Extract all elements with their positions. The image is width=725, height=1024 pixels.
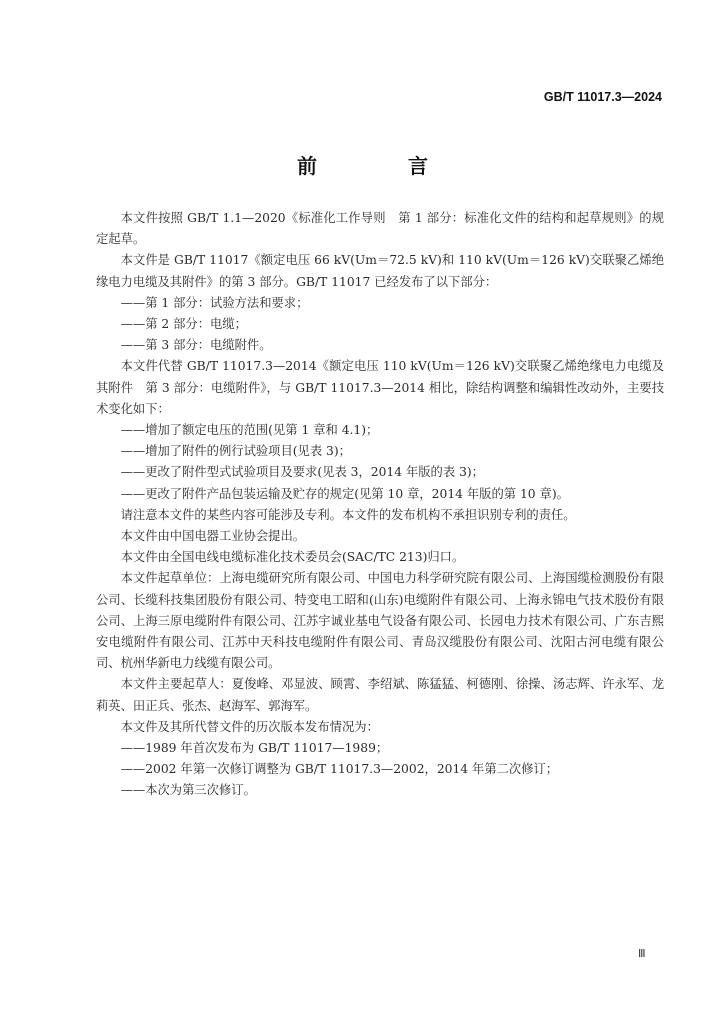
paragraph: 请注意本文件的某些内容可能涉及专利。本文件的发布机构不承担识别专利的责任。 xyxy=(120,507,576,522)
paragraph: 本文件起草单位：上海电缆研究所有限公司、中国电力科学研究院有限公司、上海国缆检测股份有限公司、长缆科技集团股份有限公司、特变电工昭和(山东)电缆附件有限公司、上海永锦电气技术股份有限公司、上海三原电缆附件有限公司、江苏宇诚业基电气设备有限公司、长园电力技术有限公司、广东吉熙安电缆附件有限公司、江苏中天科技电缆附件有限公司、青岛汉缆股份有限公司、沈阳古河电缆有限公司、杭州华新电力线缆有限公司。 xyxy=(96,571,664,671)
list-item: ——增加了额定电压的范围(见第 1 章和 4.1)； xyxy=(120,423,379,438)
standard-code: GB/T 11017.3—2024 xyxy=(543,90,662,104)
list-item: ——第 2 部分：电缆； xyxy=(120,317,247,332)
list-item: ——1989 年首次发布为 GB/T 11017—1989； xyxy=(120,741,389,756)
page-title: 前 言 xyxy=(297,154,470,178)
list-item: ——第 3 部分：电缆附件。 xyxy=(120,338,272,353)
paragraph: 本文件代替 GB/T 11017.3—2014《额定电压 110 kV(Um＝126 kV)交联聚乙烯绝缘电力电缆及其附件 第 3 部分：电缆附件》，与 GB/T 11017.3—2014 相比，除结构调整和编辑性改动外，主要技术变化如下： xyxy=(96,359,664,416)
page-number: Ⅲ xyxy=(638,948,646,960)
preface-body xyxy=(96,208,664,802)
paragraph: 本文件按照 GB/T 1.1—2020《标准化工作导则 第 1 部分：标准化文件的结构和起草规则》的规定起草。 xyxy=(96,211,664,247)
paragraph: 本文件主要起草人：夏俊峰、邓显波、顾霄、李绍斌、陈猛猛、柯德刚、徐操、汤志辉、许永军、龙莉英、田正兵、张杰、赵海军、郭海军。 xyxy=(96,677,664,713)
list-item: ——增加了附件的例行试验项目(见表 3)； xyxy=(120,444,351,459)
list-item: ——更改了附件型式试验项目及要求(见表 3，2014 年版的表 3)； xyxy=(120,465,484,480)
paragraph: 本文件由中国电器工业协会提出。 xyxy=(120,529,306,544)
list-item: ——第 1 部分：试验方法和要求； xyxy=(120,295,309,310)
list-item: ——本次为第三次修订。 xyxy=(120,783,256,798)
paragraph: 本文件及其所代替文件的历次版本发布情况为： xyxy=(120,719,379,734)
list-item: ——更改了附件产品包装运输及贮存的规定(见第 10 章，2014 年版的第 10 章)。 xyxy=(120,486,569,501)
list-item: ——2002 年第一次修订调整为 GB/T 11017.3—2002，2014 年第二次修订； xyxy=(120,762,559,777)
paragraph: 本文件是 GB/T 11017《额定电压 66 kV(Um＝72.5 kV)和 110 kV(Um＝126 kV)交联聚乙烯绝缘电力电缆及其附件》的第 3 部分。GB/T 11017 已经发布了以下部分： xyxy=(96,253,664,289)
paragraph: 本文件由全国电线电缆标准化技术委员会(SAC/TC 213)归口。 xyxy=(120,550,465,565)
